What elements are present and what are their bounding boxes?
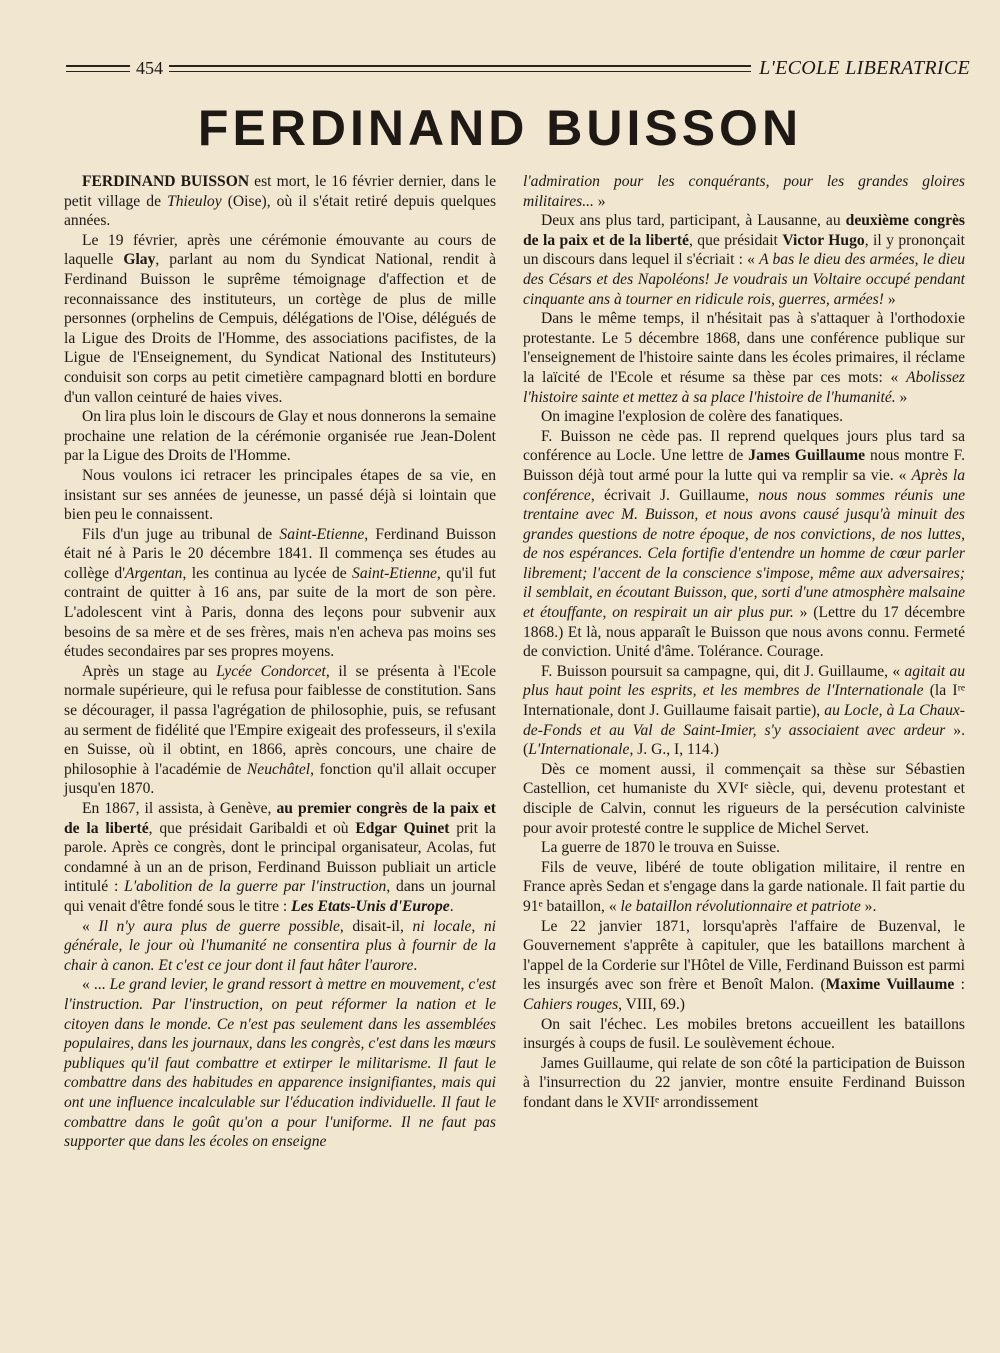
text-run: FERDINAND BUISSON [82,173,250,190]
paragraph [523,309,965,407]
paragraph [64,466,496,525]
text-run: Saint-Etienne [279,525,365,543]
text-run: Abolissez l'histoire sainte et mettez à sa place l'histoire de l'humanité. [523,368,965,406]
paragraph [64,525,496,662]
text-run: Deux ans plus tard, participant, à Lausanne, au [541,212,846,230]
page-number: 454 [136,58,163,78]
text-run: (Oise), où il s'était retiré depuis quelques années. [64,192,497,230]
text-run: , fonction qu'il allait occuper jusqu'en 1870. [64,760,497,798]
paragraph [523,1054,965,1113]
text-run: prit la parole. Après ce congrès, dont le principal organisateur, Acolas, fut condamné à un an de prison, Ferdinand Buisson publiait un article intitulé : [64,819,496,896]
journal-title: L'ECOLE LIBERATRICE [759,56,970,79]
text-run: , parlant au nom du Syndicat National, rendit à Ferdinand Buisson le suprême témoignage d'affection et de reconnaissance des instituteurs, un cortège de plus de mille personnes (orphelins de Cempuis, délégations de l'Oise, délégués de la Ligue des Droits de l'Homme, des associations pacifistes, de la Ligue de l'Enseignement, du Syndicat National des Instituteurs) conduisit son corps au petit cimetière campagnard blotti en bordure d'un vallon ceinturé de haies vives. [64,251,496,406]
text-run: L'abolition de la guerre par l'instruction [124,878,387,896]
text-run: Argentan [125,564,183,582]
text-run: Edgar Quinet [355,819,450,837]
header-rule-middle [169,65,751,72]
text-run: , il se présenta à l'Ecole normale supérieure, qui le refusa pour faiblesse de constitution. Sans se décourager, il passa l'agrégation de philosophie, puis, se refusant au serment de fidélité que l'Empire exigeait des professeurs, il s'exila en Suisse, où il obtint, en 1866, après concours, une chaire de philosophie à l'académie de [64,662,497,778]
paragraph [64,231,496,407]
text-run: (la Iʳᵉ Internationale, dont J. Guillaume faisait partie), [523,682,965,720]
text-run: , que présidait Garibaldi et où [148,819,356,837]
paragraph [523,662,965,760]
text-run: Fils d'un juge au tribunal de [82,525,280,543]
text-run: Thieuloy [167,192,222,210]
paragraph [523,407,965,427]
paragraph [64,172,496,231]
text-run: , disait-il, [339,917,413,935]
text-run: Il n'y aura plus de guerre possible [98,917,340,935]
text-run: Après un stage au [82,662,217,680]
text-run: » [895,388,908,406]
text-run: Fils de veuve, libéré de toute obligation militaire, il rentre en France après Sedan et s'engage dans la garde nationale. Il fait partie du 91ᵉ bataillon, « [523,858,965,915]
paragraph [523,211,965,309]
text-run: On imagine l'explosion de colère des fanatiques. [541,408,844,426]
paragraph [64,407,496,466]
text-run: l'admiration pour les conquérants, pour les grandes gloires militaires... [523,173,965,210]
paragraph [64,975,496,1151]
text-run: , les continua au lycée de [182,564,353,582]
text-run: , VIII, 69.) [618,995,685,1013]
text-run: , qu'il fut contraint de quitter à 16 ans, par suite de la mort de son père. L'adolescent vint à Paris, donna des leçons pour subvenir aux besoins de sa mère et de ses frères, mais n'en acheva pas moins ses études secondaires par ses propres moyens. [64,564,496,661]
text-run: Le 19 février, après une cérémonie émouvante au cours de laquelle [64,231,496,269]
text-run: Victor Hugo [782,231,865,249]
text-run: le bataillon révolutionnaire et patriote [620,897,861,915]
paragraph [523,1015,965,1054]
text-run: au premier congrès de la paix et de la liberté [64,800,496,837]
page-header [66,56,970,80]
text-run: « ... [82,976,110,994]
text-run: L'Internationale [528,741,630,759]
text-run: ». [860,897,877,915]
text-run: La guerre de 1870 le trouva en Suisse. [541,839,781,857]
text-run: , J. G., I, 114.) [629,741,719,759]
text-run: XVIᵉ [716,780,749,798]
text-run: deuxième congrès de la paix et de la liberté [523,212,965,249]
text-run: James Guillaume [748,447,866,465]
text-run: Le grand levier, le grand ressort à mettre en mouvement, c'est l'instruction. Par l'instruction, on peut réformer la nation et le citoyen dans le monde. Ce n'est pas seulement dans les assemblées populaires, dans les journaux, dans les congrès, c'est dans les mœurs publiques qu'il faut combattre et extirper le militarisme. Il faut le combattre dans des habitudes en apparence insignifiantes, mais qui ont une influence incalculable sur l'éducation individuelle. Il faut le combattre dans le goût qu'on a pour l'uniforme. Il ne faut pas supporter que dans les écoles on enseigne [64,976,497,1151]
text-run: nous montre F. Buisson déjà tout armé pour la lutte qui va remplir sa vie. « [523,447,965,484]
text-run: En 1867, il assista, à Genève, [82,800,277,817]
text-run: Le 22 janvier 1871, lorsqu'après l'affaire de Buzenval, le Gouvernement s'apprête à capituler, que les bataillons marchent à l'appel de la Corderie sur l'Hôtel de Ville, Ferdinand Buisson est parmi les insurgés avec son frère et Benoît Malon. ( [523,917,965,994]
text-run: , Ferdinand Buisson était né à Paris le 20 décembre 1841. Il commença ses études au collège d' [64,525,496,582]
paragraph [64,662,496,799]
text-run: agitait au plus haut point les esprits, et les membres de l'Internationale [523,662,966,700]
text-run: On lira plus loin le discours de Glay et nous donnerons la semaine prochaine une relation de la cérémonie organisée rue Jean-Dolent par la Ligue des Droits de l'Homme. [64,408,496,465]
text-run: » [883,290,896,308]
text-run: Maxime Vuillaume [825,976,955,994]
paragraph [64,917,496,976]
left-column [64,172,496,1152]
text-run: » [593,192,606,210]
paragraph [523,917,965,1015]
text-run: Lycée Condorcet [216,662,326,680]
text-run: A bas le dieu des armées, le dieu des Césars et des Napoléons! Je voudrais un Voltaire occupé pendant cinquante ans à tourner en ridicule rois, guerres, armées! [523,251,965,308]
text-run: au Locle, à La Chaux-de-Fonds et au Val de Saint-Imier, s'y associaient avec ardeur [523,702,965,739]
article-title: FERDINAND BUISSON [197,100,803,156]
text-run: Les Etats-Unis d'Europe [291,897,450,915]
text-run: siècle, qui, devenu protestant et disciple de Calvin, connut les rigueurs de la persécution calviniste pour avoir protesté contre le supplice de Michel Servet. [523,780,966,837]
text-run: : [954,976,966,994]
text-run: , il y prononçait un discours dans lequel il s'écriait : « [523,231,965,269]
text-run: F. Buisson ne cède pas. Il reprend quelques jours plus tard sa conférence au Locle. Une lettre de [523,427,965,465]
header-rule-left [66,65,130,72]
text-run: » (Lettre du 17 décembre 1868.) Et là, nous apparaît le Buisson que nous avons connu. Fermeté de conviction. Unité d'âme. Tolérance. Courage. [523,604,966,661]
text-run: James Guillaume, qui relate de son côté la participation de Buisson à l'insurrection du 22 janvier, montre ensuite Ferdinand Buisson fondant dans le XVIIᵉ arrondissement [523,1054,965,1111]
text-run: Saint-Etienne [352,564,437,582]
text-run: ni locale, ni générale, le jour où l'humanité ne consentira plus à fournir de la chair à canon. Et c'est ce jour dont il faut hâter l'aurore [64,917,496,974]
text-run: « [82,917,99,935]
right-column [523,172,965,1113]
text-run: . [449,897,454,915]
text-run: On sait l'échec. Les mobiles bretons accueillent les bataillons insurgés à coups de fusil. Le soulèvement échoue. [523,1015,965,1053]
paragraph [64,799,496,917]
text-run: Dans le même temps, il n'hésitait pas à s'attaquer à l'orthodoxie protestante. Le 5 décembre 1868, dans une conférence publique sur l'enseignement de l'histoire sainte dans les écoles primaires, il réclame la laïcité de l'Ecole et résume sa thèse par ces mots: « [523,310,965,386]
text-run: . [413,956,418,974]
paragraph [523,172,965,211]
text-run: Glay [123,251,156,269]
paragraph [523,760,965,838]
text-run: nous nous sommes réunis une trentaine avec M. Buisson, et nous avons causé jusqu'à minuit des grandes questions de notre époque, de nos convictions, de nos luttes, de nos espérances. Cela fortifie d'entendre un homme de cœur parler librement; l'accent de la conscience s'impose, même aux adversaires; il semblait, en écoutant Buisson, que, sorti d'une atmosphère malsaine et étouffante, on respirait un air plus pur. [523,486,965,622]
text-run: est mort, le 16 février dernier, dans le petit village de [64,173,496,210]
paragraph [523,858,965,917]
text-run: Cahiers rouges [523,995,619,1013]
text-run: Nous voulons ici retracer les principales étapes de sa vie, en insistant sur ses années de jeunesse, un passé déjà si lointain que bien peu le connaissent. [64,466,496,524]
paragraph [523,427,965,662]
text-run: Dès ce moment aussi, il commençait sa thèse sur Sébastien Castellion, cet humaniste du [523,760,965,798]
text-run: , écrivait J. Guillaume, [590,486,759,504]
text-run: F. Buisson poursuit sa campagne, qui, dit J. Guillaume, « [541,662,905,680]
text-run: Neuchâtel [246,760,311,778]
text-run: Après la conférence [523,466,965,504]
paragraph [523,838,965,858]
text-run: ». ( [523,721,966,759]
text-run: , dans un journal qui venait d'être fondé sous le titre : [64,878,497,915]
text-run: , que présidait [688,231,783,249]
